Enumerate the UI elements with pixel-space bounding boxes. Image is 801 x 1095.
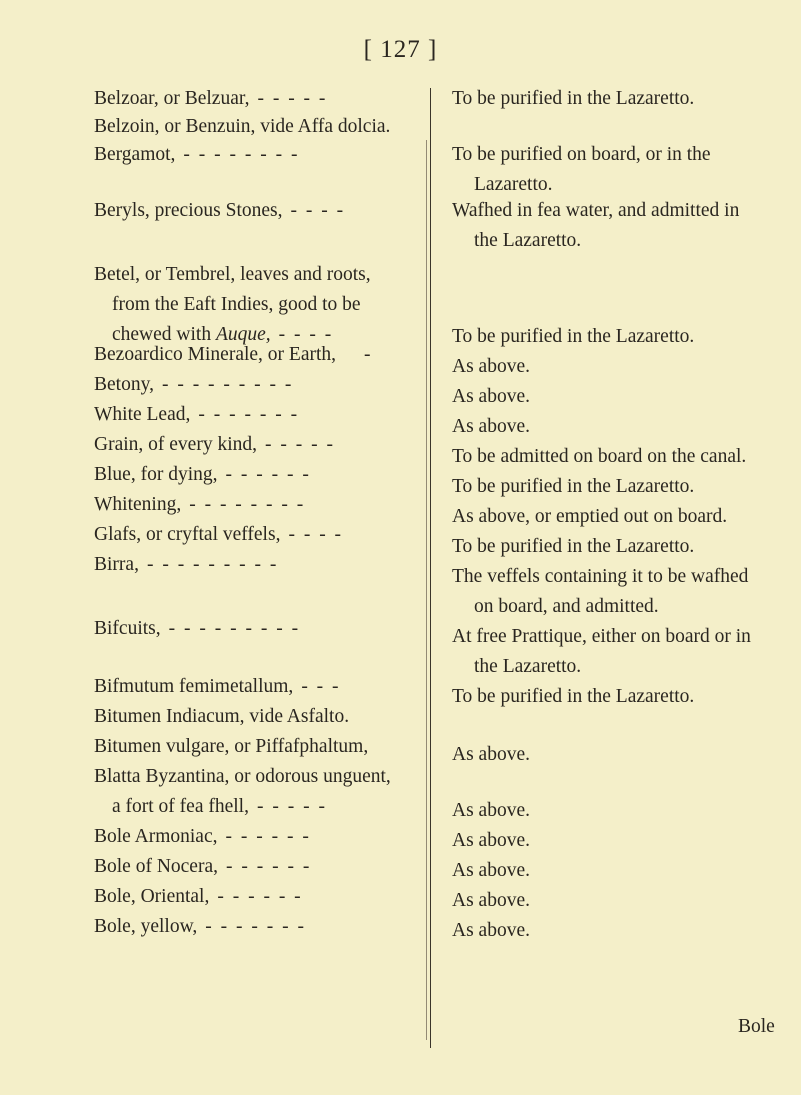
catchword: Bole — [738, 1016, 775, 1037]
entry-betel: Betel, or Tembrel, leaves and roots, from the Eaft Indies, good to be chewed with Auque, - - - - — [94, 264, 371, 345]
entry-bole-oriental: Bole, Oriental, - - - - - - — [94, 886, 303, 907]
entry-glafs: Glafs, or cryftal veffels, - - - - — [94, 524, 344, 545]
note-15: As above. — [452, 800, 530, 821]
note-10: To be purified in the Lazaretto. — [452, 536, 695, 557]
page-header: [ 127 ] — [363, 36, 438, 63]
column-divider — [430, 88, 431, 1048]
note-5: As above. — [452, 386, 530, 407]
note-6: As above. — [452, 416, 530, 437]
entry-grain: Grain, of every kind, - - - - - — [94, 434, 335, 455]
note-7: To be admitted on board on the canal. — [452, 446, 747, 467]
column-divider-inner — [426, 140, 427, 1040]
note-18: As above. — [452, 890, 530, 911]
entry-blatta: Blatta Byzantina, or odorous unguent, a fort of fea fhell, - - - - - — [94, 766, 391, 817]
note-11: The veffels containing it to be wafhed on board, and admitted. — [452, 566, 749, 617]
note-2: Wafhed in fea water, and admitted in the Lazaretto. — [452, 200, 740, 251]
entry-bifmutum: Bifmutum femimetallum, - - - — [94, 676, 341, 697]
entry-bifcuits: Bifcuits, - - - - - - - - - — [94, 618, 301, 639]
entry-belzoin: Belzoin, or Benzuin, vide Affa dolcia. — [94, 116, 391, 137]
note-14: As above. — [452, 744, 530, 765]
entry-bole-armoniac: Bole Armoniac, - - - - - - — [94, 826, 311, 847]
note-17: As above. — [452, 860, 530, 881]
entry-bitumen-indiacum: Bitumen Indiacum, vide Asfalto. — [94, 706, 350, 727]
note-0: To be purified in the Lazaretto. — [452, 88, 695, 109]
note-16: As above. — [452, 830, 530, 851]
note-3: To be purified in the Lazaretto. — [452, 326, 695, 347]
entry-bitumen-vulgare: Bitumen vulgare, or Piffafphaltum, — [94, 736, 369, 757]
note-8: To be purified in the Lazaretto. — [452, 476, 695, 497]
entry-betony: Betony, - - - - - - - - - — [94, 374, 294, 395]
note-4: As above. — [452, 356, 530, 377]
entry-bezoardico: Bezoardico Minerale, or Earth, - — [94, 344, 373, 365]
entry-bole-yellow: Bole, yellow, - - - - - - - — [94, 916, 306, 937]
note-19: As above. — [452, 920, 530, 941]
entry-birra: Birra, - - - - - - - - - — [94, 554, 279, 575]
entry-belzoar: Belzoar, or Belzuar, - - - - - — [94, 88, 328, 109]
note-9: As above, or emptied out on board. — [452, 506, 728, 527]
entry-beryls: Beryls, precious Stones, - - - - — [94, 200, 346, 221]
entry-blue: Blue, for dying, - - - - - - — [94, 464, 311, 485]
entry-bergamot: Bergamot, - - - - - - - - — [94, 144, 300, 165]
note-12: At free Prattique, either on board or in the Lazaretto. — [452, 626, 751, 677]
entry-whitening: Whitening, - - - - - - - - — [94, 494, 306, 515]
note-1: To be purified on board, or in the Lazaretto. — [452, 144, 711, 195]
entry-bole-nocera: Bole of Nocera, - - - - - - — [94, 856, 312, 877]
entry-white-lead: White Lead, - - - - - - - — [94, 404, 300, 425]
note-13: To be purified in the Lazaretto. — [452, 686, 695, 707]
